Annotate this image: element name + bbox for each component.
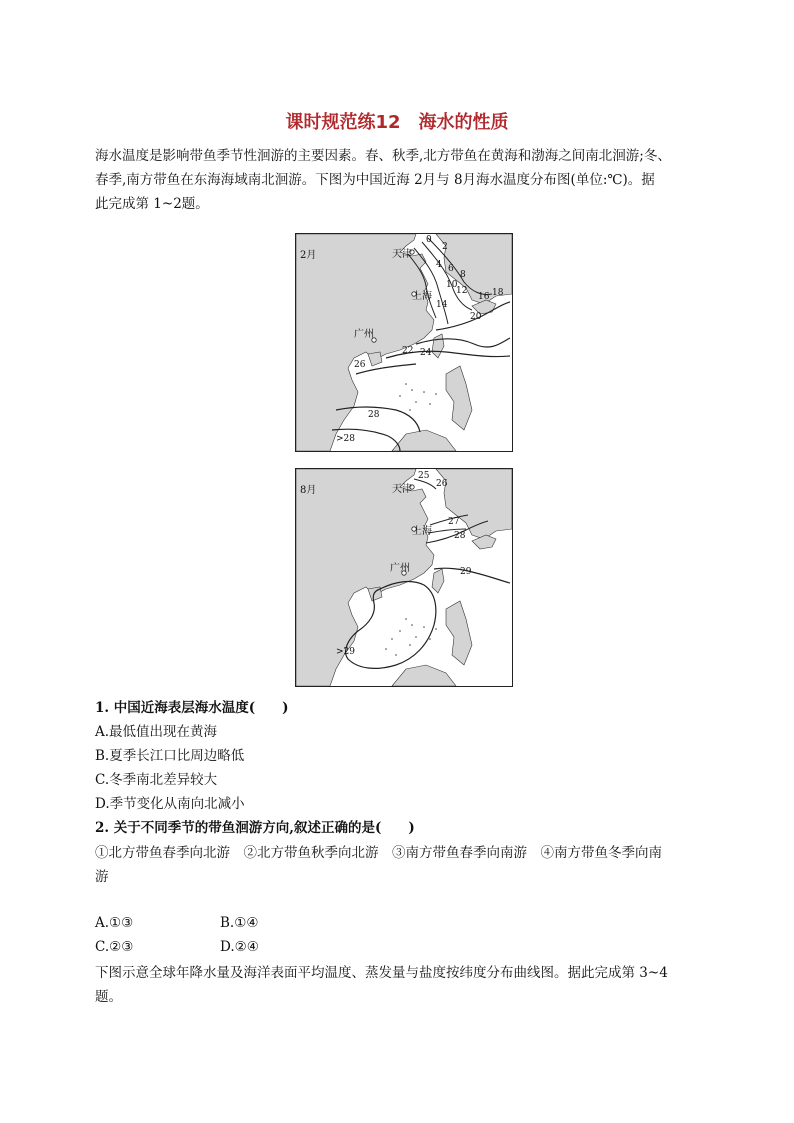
isotherm-label: 2 — [442, 242, 448, 252]
question-2-option-c: C.②③ — [95, 939, 134, 955]
question-1-option-c: C.冬季南北差异较大 — [95, 772, 218, 788]
question-2-items-line-1: ①北方带鱼春季向北游 ②北方带鱼秋季向北游 ③南方带鱼春季向南游 ④南方带鱼冬季向南 — [95, 845, 662, 861]
intro-line-1: 海水温度是影响带鱼季节性洄游的主要因素。春、秋季,北方带鱼在黄海和渤海之间南北洄游;冬、 — [95, 148, 671, 164]
isotherm-label: 27 — [448, 517, 460, 527]
question-2-option-d: D.②④ — [220, 939, 259, 955]
page-title: 课时规范练12 海水的性质 — [285, 112, 509, 133]
intro-paragraph — [95, 144, 695, 216]
isotherm-label: 25 — [418, 471, 430, 481]
isotherm-label: 28 — [454, 531, 466, 541]
isotherm-label: 16 — [478, 292, 490, 302]
isotherm-label: >29 — [336, 647, 355, 657]
next-section-line-1: 下图示意全球年降水量及海洋表面平均温度、蒸发量与盐度按纬度分布曲线图。据此完成第 3~4 — [95, 965, 668, 981]
question-1-option-b: B.夏季长江口比周边略低 — [95, 748, 245, 764]
map-february-city-tianjin: 天津 — [392, 249, 412, 260]
map-august-month-label: 8月 — [300, 485, 317, 496]
isotherm-label: 29 — [460, 567, 472, 577]
intro-line-3: 此完成第 1~2题。 — [95, 196, 209, 212]
isotherm-label: 24 — [420, 348, 432, 358]
isotherm-label: 4 — [436, 260, 442, 270]
map-august-city-guangzhou: 广州 — [390, 563, 410, 574]
isotherm-label: 0 — [426, 235, 432, 245]
map-august-city-shanghai: 上海 — [412, 526, 432, 537]
map-february-month-label: 2月 — [300, 250, 317, 261]
isotherm-label: 18 — [492, 288, 504, 298]
isotherm-label: 14 — [436, 300, 448, 310]
question-2-stem: 2. 关于不同季节的带鱼洄游方向,叙述正确的是( ) — [95, 820, 415, 836]
intro-line-2: 春季,南方带鱼在东海海域南北洄游。下图为中国近海 2月与 8月海水温度分布图(单位:℃)。据 — [95, 172, 655, 188]
map-february-city-guangzhou: 广州 — [354, 329, 374, 340]
map-february-city-shanghai: 上海 — [412, 291, 432, 302]
isotherm-label: 20 — [470, 312, 482, 322]
isotherm-label: 26 — [436, 479, 448, 489]
isotherm-label: 10 — [446, 280, 458, 290]
question-2-items-line-2: 游 — [95, 869, 109, 885]
map-february-drawing — [296, 234, 512, 451]
isotherm-label: 28 — [368, 410, 380, 420]
next-section-line-2: 题。 — [95, 989, 122, 1005]
question-1-option-a: A.最低值出现在黄海 — [95, 724, 218, 740]
isotherm-label: >28 — [336, 434, 355, 444]
map-february — [295, 233, 513, 452]
question-1-stem: 1. 中国近海表层海水温度( ) — [95, 700, 289, 716]
isotherm-label: 12 — [456, 286, 468, 296]
isotherm-label: 26 — [354, 360, 366, 370]
map-august-drawing — [296, 469, 512, 686]
question-2-option-b: B.①④ — [220, 915, 259, 931]
question-1-option-d: D.季节变化从南向北减小 — [95, 796, 245, 812]
map-august-city-tianjin: 天津 — [392, 484, 412, 495]
isotherm-label: 8 — [460, 270, 466, 280]
isotherm-label: 22 — [402, 346, 414, 356]
map-august — [295, 468, 513, 687]
question-2-option-a: A.①③ — [95, 915, 134, 931]
isotherm-label: 6 — [448, 264, 454, 274]
